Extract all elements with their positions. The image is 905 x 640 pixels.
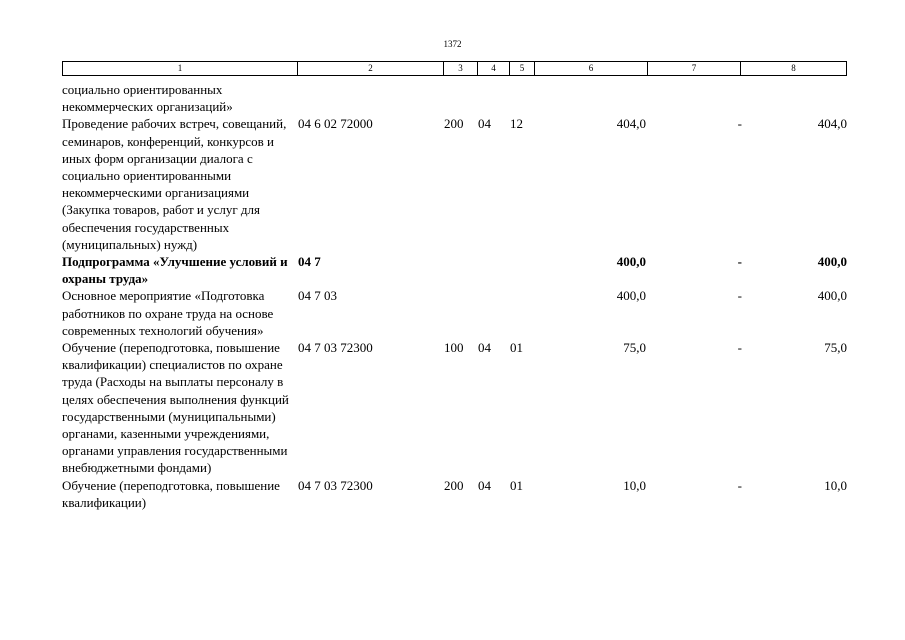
- row-code: 04 7 03: [298, 288, 337, 304]
- column-header-7: 7: [648, 61, 741, 76]
- budget-table-body: [62, 81, 847, 511]
- row-col-6: 10,0: [623, 477, 646, 493]
- row-col-5: 01: [510, 340, 523, 356]
- row-name: Подпрограмма «Улучшение условий и охраны труда»: [62, 254, 288, 287]
- row-col-8: 10,0: [824, 477, 847, 493]
- row-name: Основное мероприятие «Подготовка работников по охране труда на основе современных технологий обучения»: [62, 288, 274, 338]
- row-col-8: 400,0: [817, 288, 847, 304]
- table-row: [62, 287, 847, 339]
- table-row: [62, 477, 847, 511]
- row-col-8: 400,0: [817, 254, 847, 270]
- table-row-subprogram: [62, 253, 847, 287]
- table-row: [62, 81, 847, 115]
- row-col-7: -: [737, 477, 742, 493]
- row-col-7: -: [737, 288, 742, 304]
- row-col-6: 404,0: [616, 116, 646, 132]
- row-code: 04 7 03 72300: [298, 340, 373, 356]
- row-name: Обучение (переподготовка, повышение квалификации) специалистов по охране труда (Расходы на выплаты персоналу в целях обеспечения выполнения функций государственными (муниципальными) органами, казенными учреждениями, органами управления государственными внебюджетными фондами): [62, 340, 289, 476]
- row-col-3: 200: [444, 116, 464, 132]
- page-number: 1372: [443, 39, 462, 49]
- row-col-8: 404,0: [817, 116, 847, 132]
- row-col-4: 04: [478, 477, 491, 493]
- row-name: социально ориентированных некоммерческих организаций»: [62, 82, 233, 115]
- column-header-1: 1: [62, 61, 298, 76]
- row-col-6: 75,0: [623, 340, 646, 356]
- column-header-8: 8: [741, 61, 847, 76]
- row-col-6: 400,0: [616, 254, 646, 270]
- row-code: 04 7 03 72300: [298, 477, 373, 493]
- column-header-5: 5: [510, 61, 535, 76]
- row-name: Проведение рабочих встреч, совещаний, семинаров, конференций, конкурсов и иных форм организации диалога с социально ориентированными некоммерческими организациями (Закупка товаров, работ и услуг для обеспечения государственных (муниципальных) нужд): [62, 116, 287, 252]
- table-row: [62, 339, 847, 477]
- row-col-7: -: [737, 340, 742, 356]
- column-header-6: 6: [535, 61, 648, 76]
- column-header-3: 3: [444, 61, 478, 76]
- row-code: 04 6 02 72000: [298, 116, 373, 132]
- table-row: [62, 115, 847, 253]
- row-col-6: 400,0: [616, 288, 646, 304]
- column-header-4: 4: [478, 61, 510, 76]
- row-name: Обучение (переподготовка, повышение квалификации): [62, 477, 280, 510]
- row-col-5: 12: [510, 116, 523, 132]
- row-col-7: -: [737, 254, 742, 270]
- row-col-8: 75,0: [824, 340, 847, 356]
- row-col-7: -: [737, 116, 742, 132]
- row-col-3: 100: [444, 340, 464, 356]
- column-header-2: 2: [298, 61, 444, 76]
- row-col-4: 04: [478, 116, 491, 132]
- row-code: 04 7: [298, 254, 321, 270]
- row-col-4: 04: [478, 340, 491, 356]
- row-col-3: 200: [444, 477, 464, 493]
- row-col-5: 01: [510, 477, 523, 493]
